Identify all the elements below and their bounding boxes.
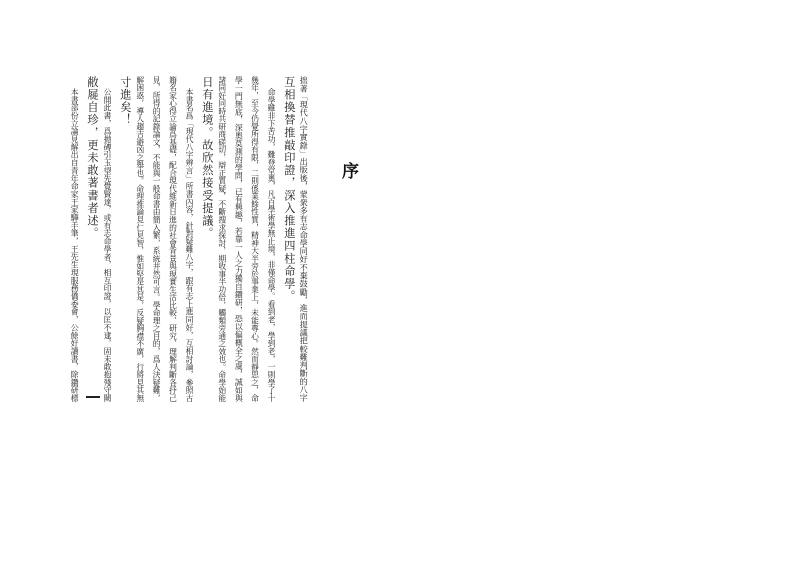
- text-column-7: 日有進境。故欣然接受提議。: [200, 76, 214, 240]
- text-column-1: 拙著「現代八字實錄」出版後，蒙衆多有志命學同好不棄鼓勵，進而提議把較難判斷的八字: [299, 76, 310, 402]
- text-column-2: 互相換替推敲印證，深入推進四柱命學。: [282, 76, 296, 303]
- text-column-14: 敝屣自珍，更未敢著書者述。: [86, 76, 99, 240]
- text-column-3: 命學雖非下苦功，難登堂奧，凡百學術學無止境，非僅命學。看到老，學到老，一則學了十: [267, 88, 277, 402]
- text-column-13: 公開此書，爲拋磚引玉望先覺賢達，或有志命學者，相互印證，以匡不逮，固未敢抱殘守闕: [103, 88, 113, 402]
- text-column-12: 寸進矣！: [118, 76, 132, 127]
- text-column-11: 解困惑，導人趨吉避凶之舉也。命理推論見仁見智，惟如堅是其是，反疑胸襟不廣，行將見其無: [135, 76, 145, 402]
- text-column-10: 見，所得的記錄論文，不能與一般命書由簡入繁，系統井然可言。學命理之目的，爲人決疑難，: [152, 76, 162, 402]
- text-column-6: 諸同好同時共研商磋切，辯正質疑，不斷搜求探討，期收事半功倍，觸類旁通之效也。命學始能: [217, 76, 227, 402]
- preface-title: 序: [338, 162, 358, 181]
- page-number-mark: [86, 396, 100, 398]
- text-column-15: 本書部份立論見解出自青年命家王家驊手筆，王先生現服務僑委會，公餘好讀書，除鑽研標: [70, 88, 80, 402]
- text-column-4: 幾年，至今仍覺所得有限，二則係業餘性質，精神大半旁於事業上，未能專心。然而靜思之，命: [250, 76, 260, 402]
- text-column-5: 學一門無底，深奧莫測的學問，已有興趣，若靠一人之力獨自鑽研，恐以偏概全之虞，誠如與: [234, 76, 244, 402]
- text-column-9: 籍名家心得立論爲基礎，配合現代維新日進的社會背景與現實生活比較、研究、理解判斷各抒己: [168, 76, 178, 402]
- text-column-8: 本書名爲「現代八字辨言」所書內容，針對疑難八字，跟有志上進同好，互相討論，參照古: [185, 88, 195, 402]
